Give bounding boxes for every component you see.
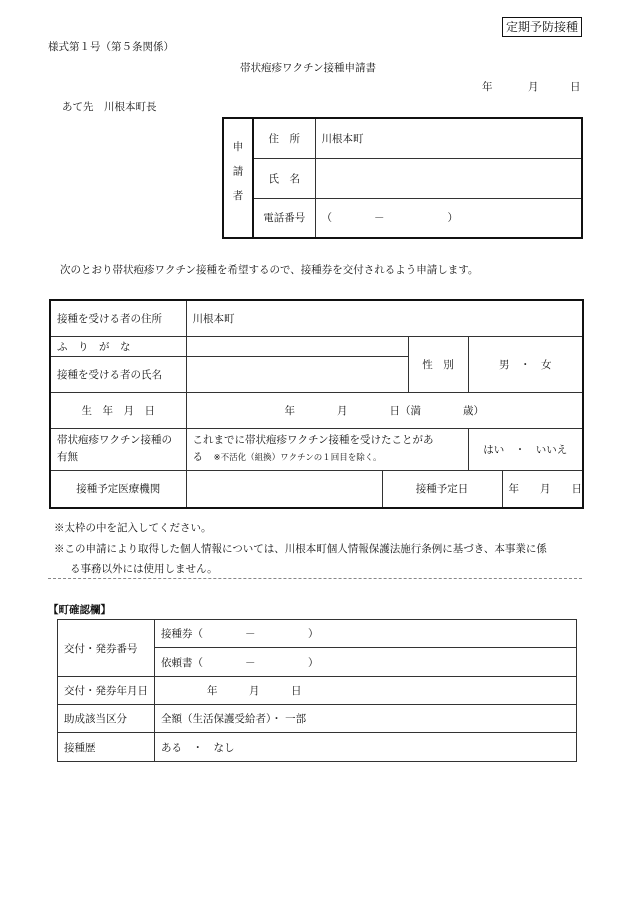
- clinic-label: 接種予定医療機関: [50, 470, 186, 508]
- vaccine-history-question-line2: る: [192, 450, 203, 463]
- recipient-address-label: 接種を受ける者の住所: [50, 300, 186, 336]
- vaccine-history-label-line1: 帯状疱疹ワクチン接種の: [57, 434, 172, 446]
- vaccine-history-label: [50, 428, 186, 470]
- ticket-number-field[interactable]: 接種券（ － ）: [155, 620, 577, 648]
- office-heading: 【町確認欄】: [48, 604, 111, 616]
- recipient-address-field[interactable]: [186, 300, 583, 336]
- note-2: ※この申請により取得した個人情報については、川根本町個人情報保護法施行条例に基づき、本事業に係: [54, 543, 547, 555]
- name-label: 氏 名: [253, 158, 315, 198]
- recipient-name-label: 接種を受ける者の氏名: [50, 356, 186, 392]
- form-number: 様式第１号（第５条関係）: [48, 41, 174, 53]
- scheduled-date-label: 接種予定日: [382, 470, 502, 508]
- applicant-address-field[interactable]: [315, 118, 582, 158]
- note-3: る事務以外には使用しません。: [70, 563, 218, 575]
- applicant-group-label: 申請者: [231, 141, 244, 215]
- instruction-text: 次のとおり帯状疱疹ワクチン接種を希望するので、接種券を交付されるよう申請します。: [60, 264, 479, 276]
- recipient-table: [49, 299, 584, 509]
- vaccine-history-note: ※不活化（組換）ワクチンの１回目を除く。: [213, 452, 382, 463]
- subsidy-label: 助成該当区分: [58, 705, 155, 733]
- applicant-phone-field[interactable]: [315, 198, 582, 238]
- date-month-label: 月: [528, 81, 539, 93]
- recipient-address-value: 川根本町: [192, 312, 235, 325]
- vaccine-history-label-line2: 有無: [57, 451, 78, 463]
- vaccine-history-question: [186, 428, 468, 470]
- issue-date-label: 交付・発券年月日: [58, 677, 155, 705]
- address-label: 住 所: [253, 118, 315, 158]
- issue-number-label: 交付・発券番号: [58, 620, 155, 677]
- office-table: [57, 619, 577, 762]
- section-divider: [48, 578, 582, 579]
- applicant-phone-value: （ － ）: [321, 212, 458, 225]
- issue-date-field[interactable]: 年 月 日: [155, 677, 577, 705]
- addressee: あて先 川根本町長: [62, 101, 157, 113]
- vaccination-history-label: 接種歴: [58, 733, 155, 762]
- vaccine-history-question-line1: これまでに帯状疱疹ワクチン接種を受けたことがあ: [192, 433, 434, 446]
- scheduled-date-field[interactable]: 年 月 日: [502, 470, 583, 508]
- subsidy-field[interactable]: 全額（生活保護受給者）・ 一部: [155, 705, 577, 733]
- birthdate-label: 生 年 月 日: [50, 392, 186, 428]
- applicant-group-cell: [223, 118, 253, 238]
- clinic-field[interactable]: [186, 470, 382, 508]
- vaccination-history-field[interactable]: ある ・ なし: [155, 733, 577, 762]
- birthdate-field[interactable]: 年 月 日（満 歳）: [186, 392, 583, 428]
- phone-label: 電話番号: [253, 198, 315, 238]
- form-title: 帯状疱疹ワクチン接種申請書: [240, 62, 376, 74]
- date-day-label: 日: [570, 81, 581, 93]
- category-badge: 定期予防接種: [502, 17, 582, 37]
- furigana-field[interactable]: [186, 336, 408, 356]
- request-number-field[interactable]: 依頼書（ － ）: [155, 648, 577, 677]
- gender-label: 性 別: [408, 336, 468, 392]
- recipient-name-field[interactable]: [186, 356, 408, 392]
- furigana-label: ふ り が な: [50, 336, 186, 356]
- gender-options[interactable]: 男 ・ 女: [468, 336, 583, 392]
- date-year-label: 年: [482, 81, 493, 93]
- vaccine-history-answer[interactable]: はい ・ いいえ: [468, 428, 583, 470]
- note-1: ※太枠の中を記入してください。: [54, 522, 212, 534]
- applicant-table: [222, 117, 583, 239]
- applicant-name-field[interactable]: [315, 158, 582, 198]
- applicant-address-value: 川根本町: [321, 132, 364, 145]
